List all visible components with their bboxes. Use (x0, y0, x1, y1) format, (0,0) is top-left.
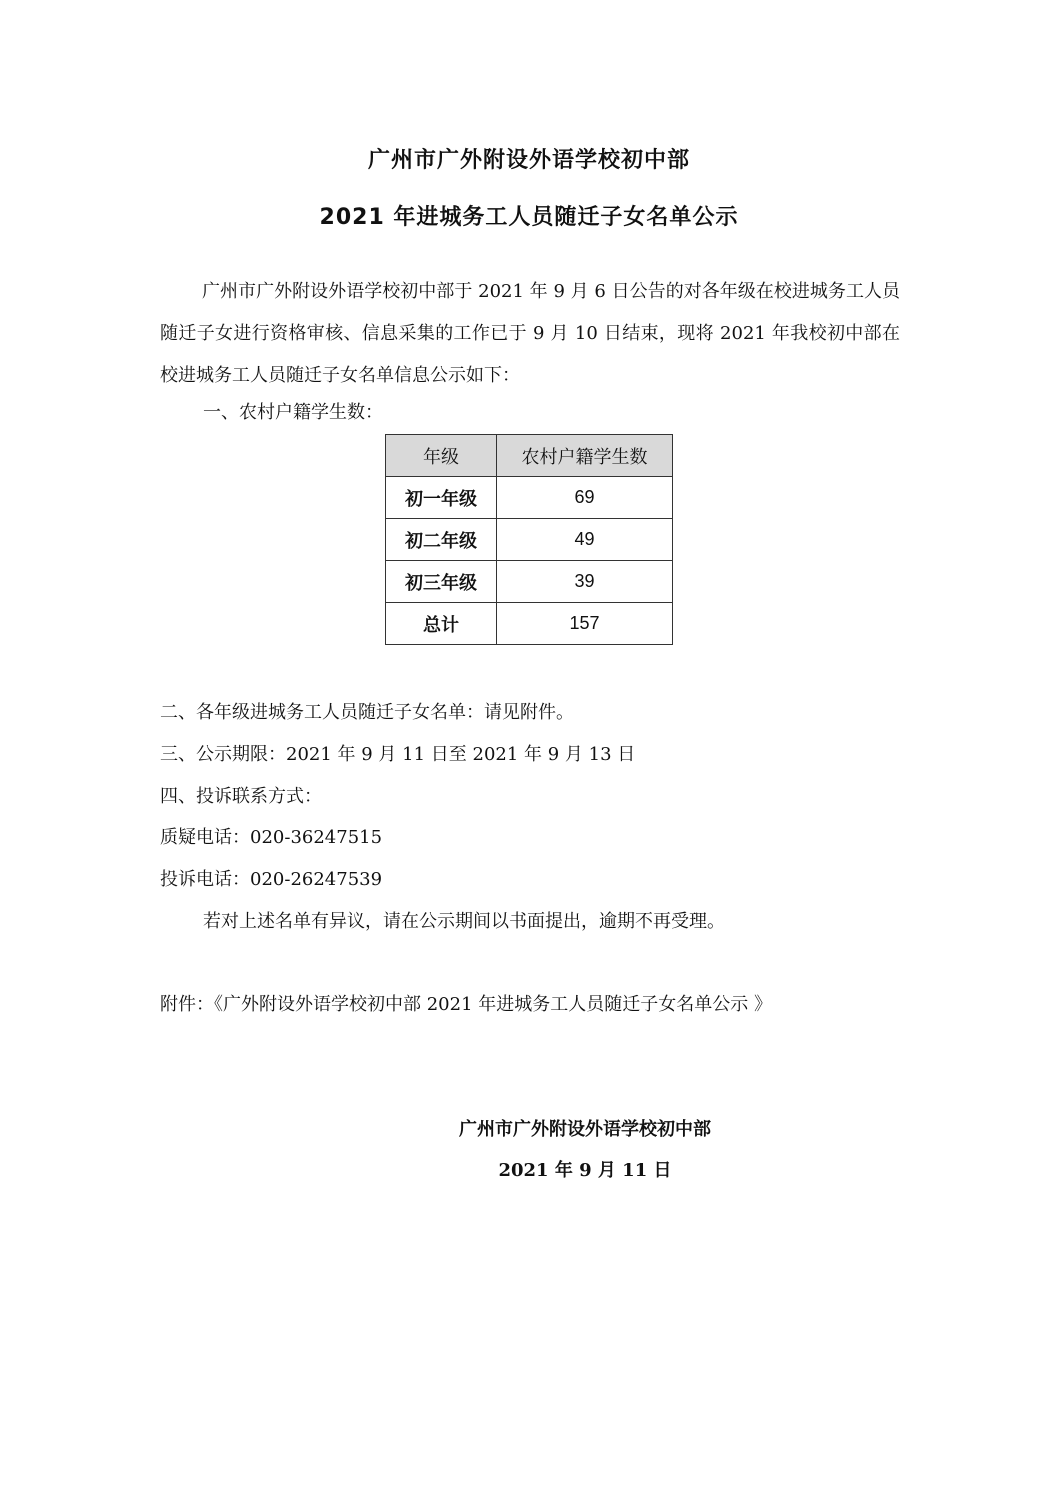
grade-cell: 初三年级 (386, 561, 497, 603)
total-label-cell: 总计 (386, 603, 497, 645)
table-row (386, 519, 673, 561)
section-3-text: 三、公示期限：2021 年 9 月 11 日至 2021 年 9 月 13 日 (160, 744, 636, 765)
grade-cell: 初一年级 (386, 477, 497, 519)
document-subtitle: 2021 年进城务工人员随迁子女名单公示 (319, 205, 739, 230)
intro-paragraph: 广州市广外附设外语学校初中部于 2021 年 9 月 6 日公告的对各年级在校进城务工人员随迁子女进行资格审核、信息采集的工作已于 9 月 10 日结束，现将 2021 年我校初中部在校进城务工人员随迁子女名单信息公示如下： (160, 281, 900, 386)
objection-note: 若对上述名单有异议，请在公示期间以书面提出，逾期不再受理。 (203, 911, 725, 932)
table-row (386, 477, 673, 519)
column-header-grade: 年级 (386, 435, 497, 477)
attachment-note: 附件：《广外附设外语学校初中部 2021 年进城务工人员随迁子女名单公示 》 (160, 994, 772, 1015)
table-header-row (386, 435, 673, 477)
count-cell: 39 (497, 561, 673, 603)
table-row-total (386, 603, 673, 645)
complaint-phone: 投诉电话：020-26247539 (160, 869, 383, 890)
document-title: 广州市广外附设外语学校初中部 (367, 148, 690, 173)
signature-organization: 广州市广外附设外语学校初中部 (459, 1119, 711, 1140)
count-cell: 49 (497, 519, 673, 561)
table-row (386, 561, 673, 603)
column-header-count: 农村户籍学生数 (497, 435, 673, 477)
total-count-cell: 157 (497, 603, 673, 645)
signature-date: 2021 年 9 月 11 日 (498, 1160, 672, 1181)
query-phone: 质疑电话：020-36247515 (160, 827, 383, 848)
section-1-heading: 一、农村户籍学生数： (203, 402, 383, 423)
section-4-heading: 四、投诉联系方式： (160, 786, 322, 807)
grade-cell: 初二年级 (386, 519, 497, 561)
rural-student-count-table (385, 434, 673, 645)
section-2-text: 二、各年级进城务工人员随迁子女名单：请见附件。 (160, 702, 574, 723)
count-cell: 69 (497, 477, 673, 519)
